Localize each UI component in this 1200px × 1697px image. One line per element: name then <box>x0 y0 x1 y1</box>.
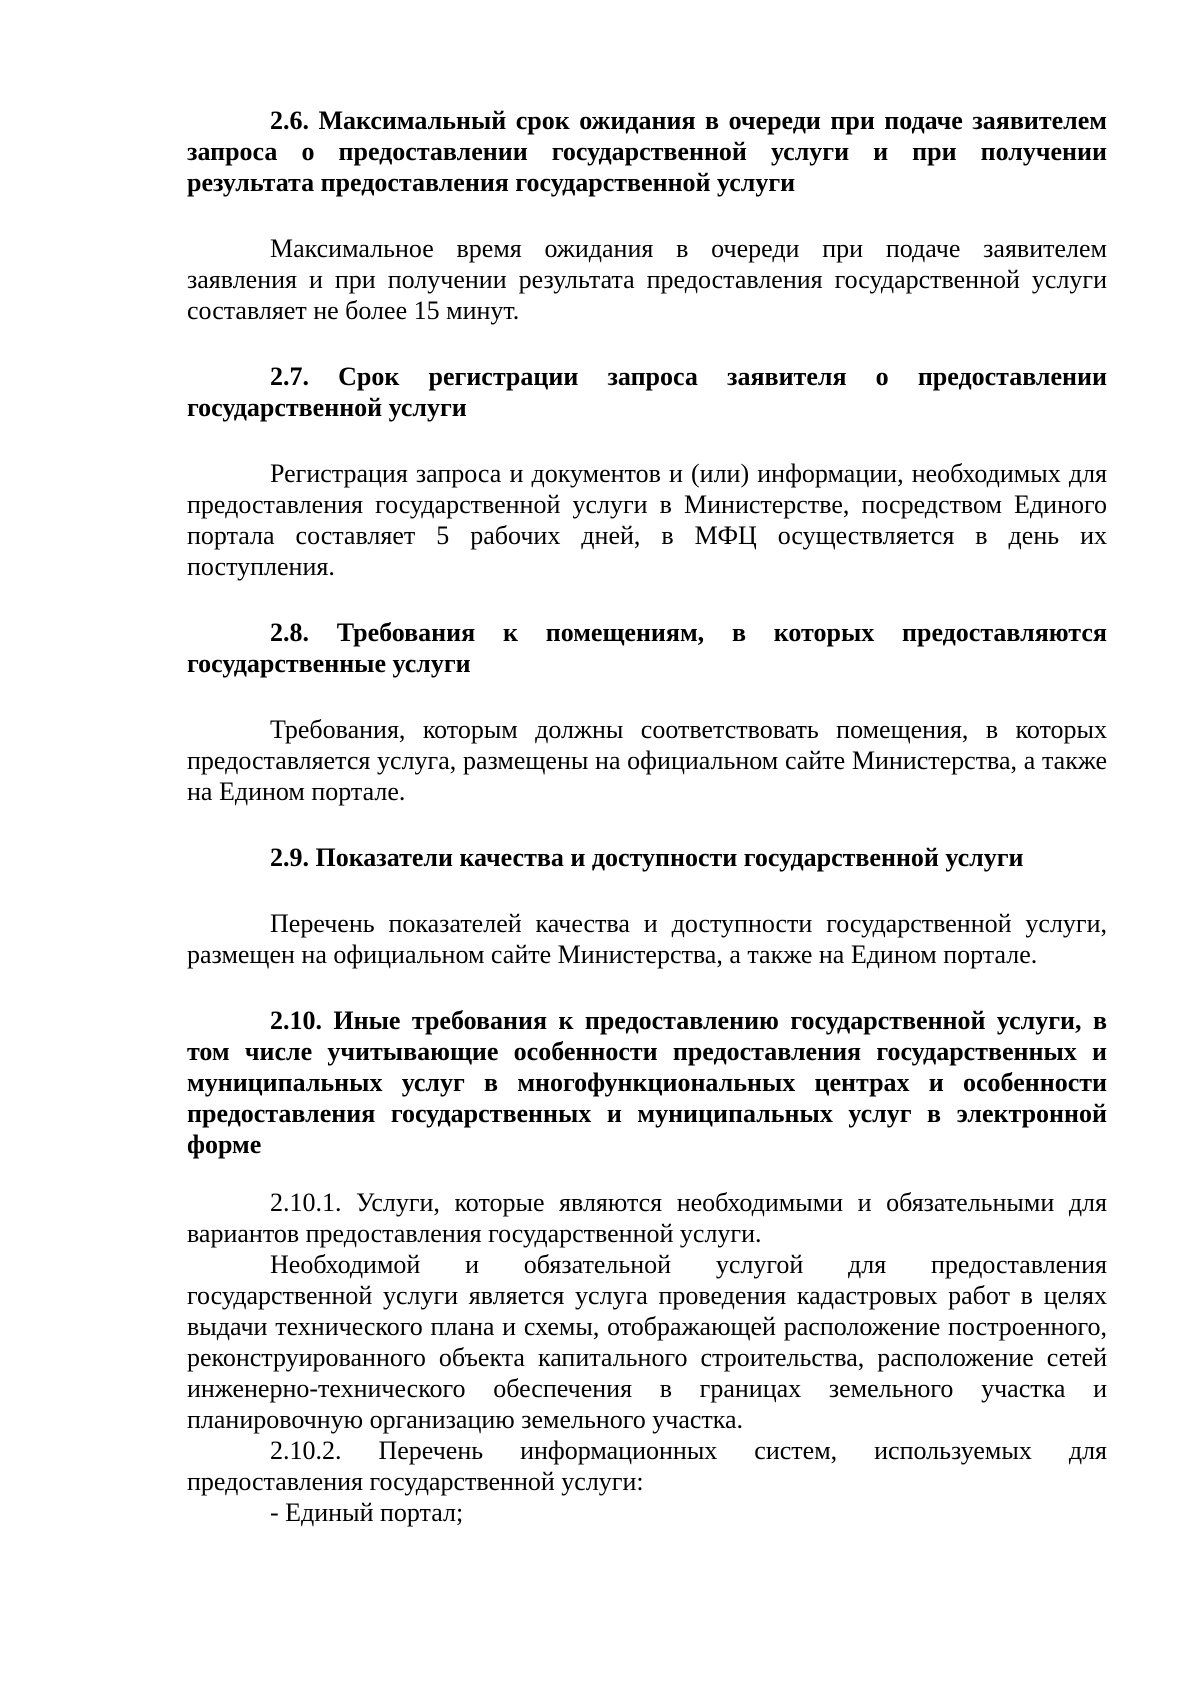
section-heading-2-6: 2.6. Максимальный срок ожидания в очереди при подаче заявителем запроса о предоставлении государственной услуги и при получении результата предоставления государственной услуги <box>187 106 1107 197</box>
section-heading-2-10: 2.10. Иные требования к предоставлению государственной услуги, в том числе учитывающие особенности предоставления государственных и муниципальных услуг в многофункциональных центрах и особенности предоставления государственных и муниципальных услуг в электронной форме <box>187 1006 1107 1159</box>
document-body <box>187 105 1107 1528</box>
paragraph-2-9-quality: Перечень показателей качества и доступности государственной услуги, размещен на официальном сайте Министерства, а также на Едином портале. <box>187 909 1107 969</box>
paragraph-2-8-premises: Требования, которым должны соответствовать помещения, в которых предоставляется услуга, размещены на официальном сайте Министерства, а также на Едином портале. <box>187 715 1107 806</box>
section-heading-2-7: 2.7. Срок регистрации запроса заявителя о предоставлении государственной услуги <box>187 362 1107 422</box>
list-item: - Единый портал; <box>270 1498 464 1527</box>
paragraph-2-10-1: 2.10.1. Услуги, которые являются необходимыми и обязательными для вариантов предоставления государственной услуги. <box>187 1188 1107 1248</box>
paragraph-2-10-1-required-service: Необходимой и обязательной услугой для предоставления государственной услуги является услуга проведения кадастровых работ в целях выдачи технического плана и схемы, отображающей расположение построенного, реконструированного объекта капитального строительства, расположение сетей инженерно-технического обеспечения в границах земельного участка и планировочную организацию земельного участка. <box>187 1250 1107 1434</box>
section-heading-2-8: 2.8. Требования к помещениям, в которых предоставляются государственные услуги <box>187 618 1107 678</box>
paragraph-2-10-2: 2.10.2. Перечень информационных систем, используемых для предоставления государственной услуги: <box>187 1436 1107 1496</box>
paragraph-2-6-wait-time: Максимальное время ожидания в очереди при подаче заявителем заявления и при получении результата предоставления государственной услуги составляет не более 15 минут. <box>187 234 1107 325</box>
section-heading-2-9: 2.9. Показатели качества и доступности государственной услуги <box>270 843 1024 872</box>
paragraph-2-7-registration: Регистрация запроса и документов и (или) информации, необходимых для предоставления государственной услуги в Министерстве, посредством Единого портала составляет 5 рабочих дней, в МФЦ осуществляется в день их поступления. <box>187 459 1107 581</box>
